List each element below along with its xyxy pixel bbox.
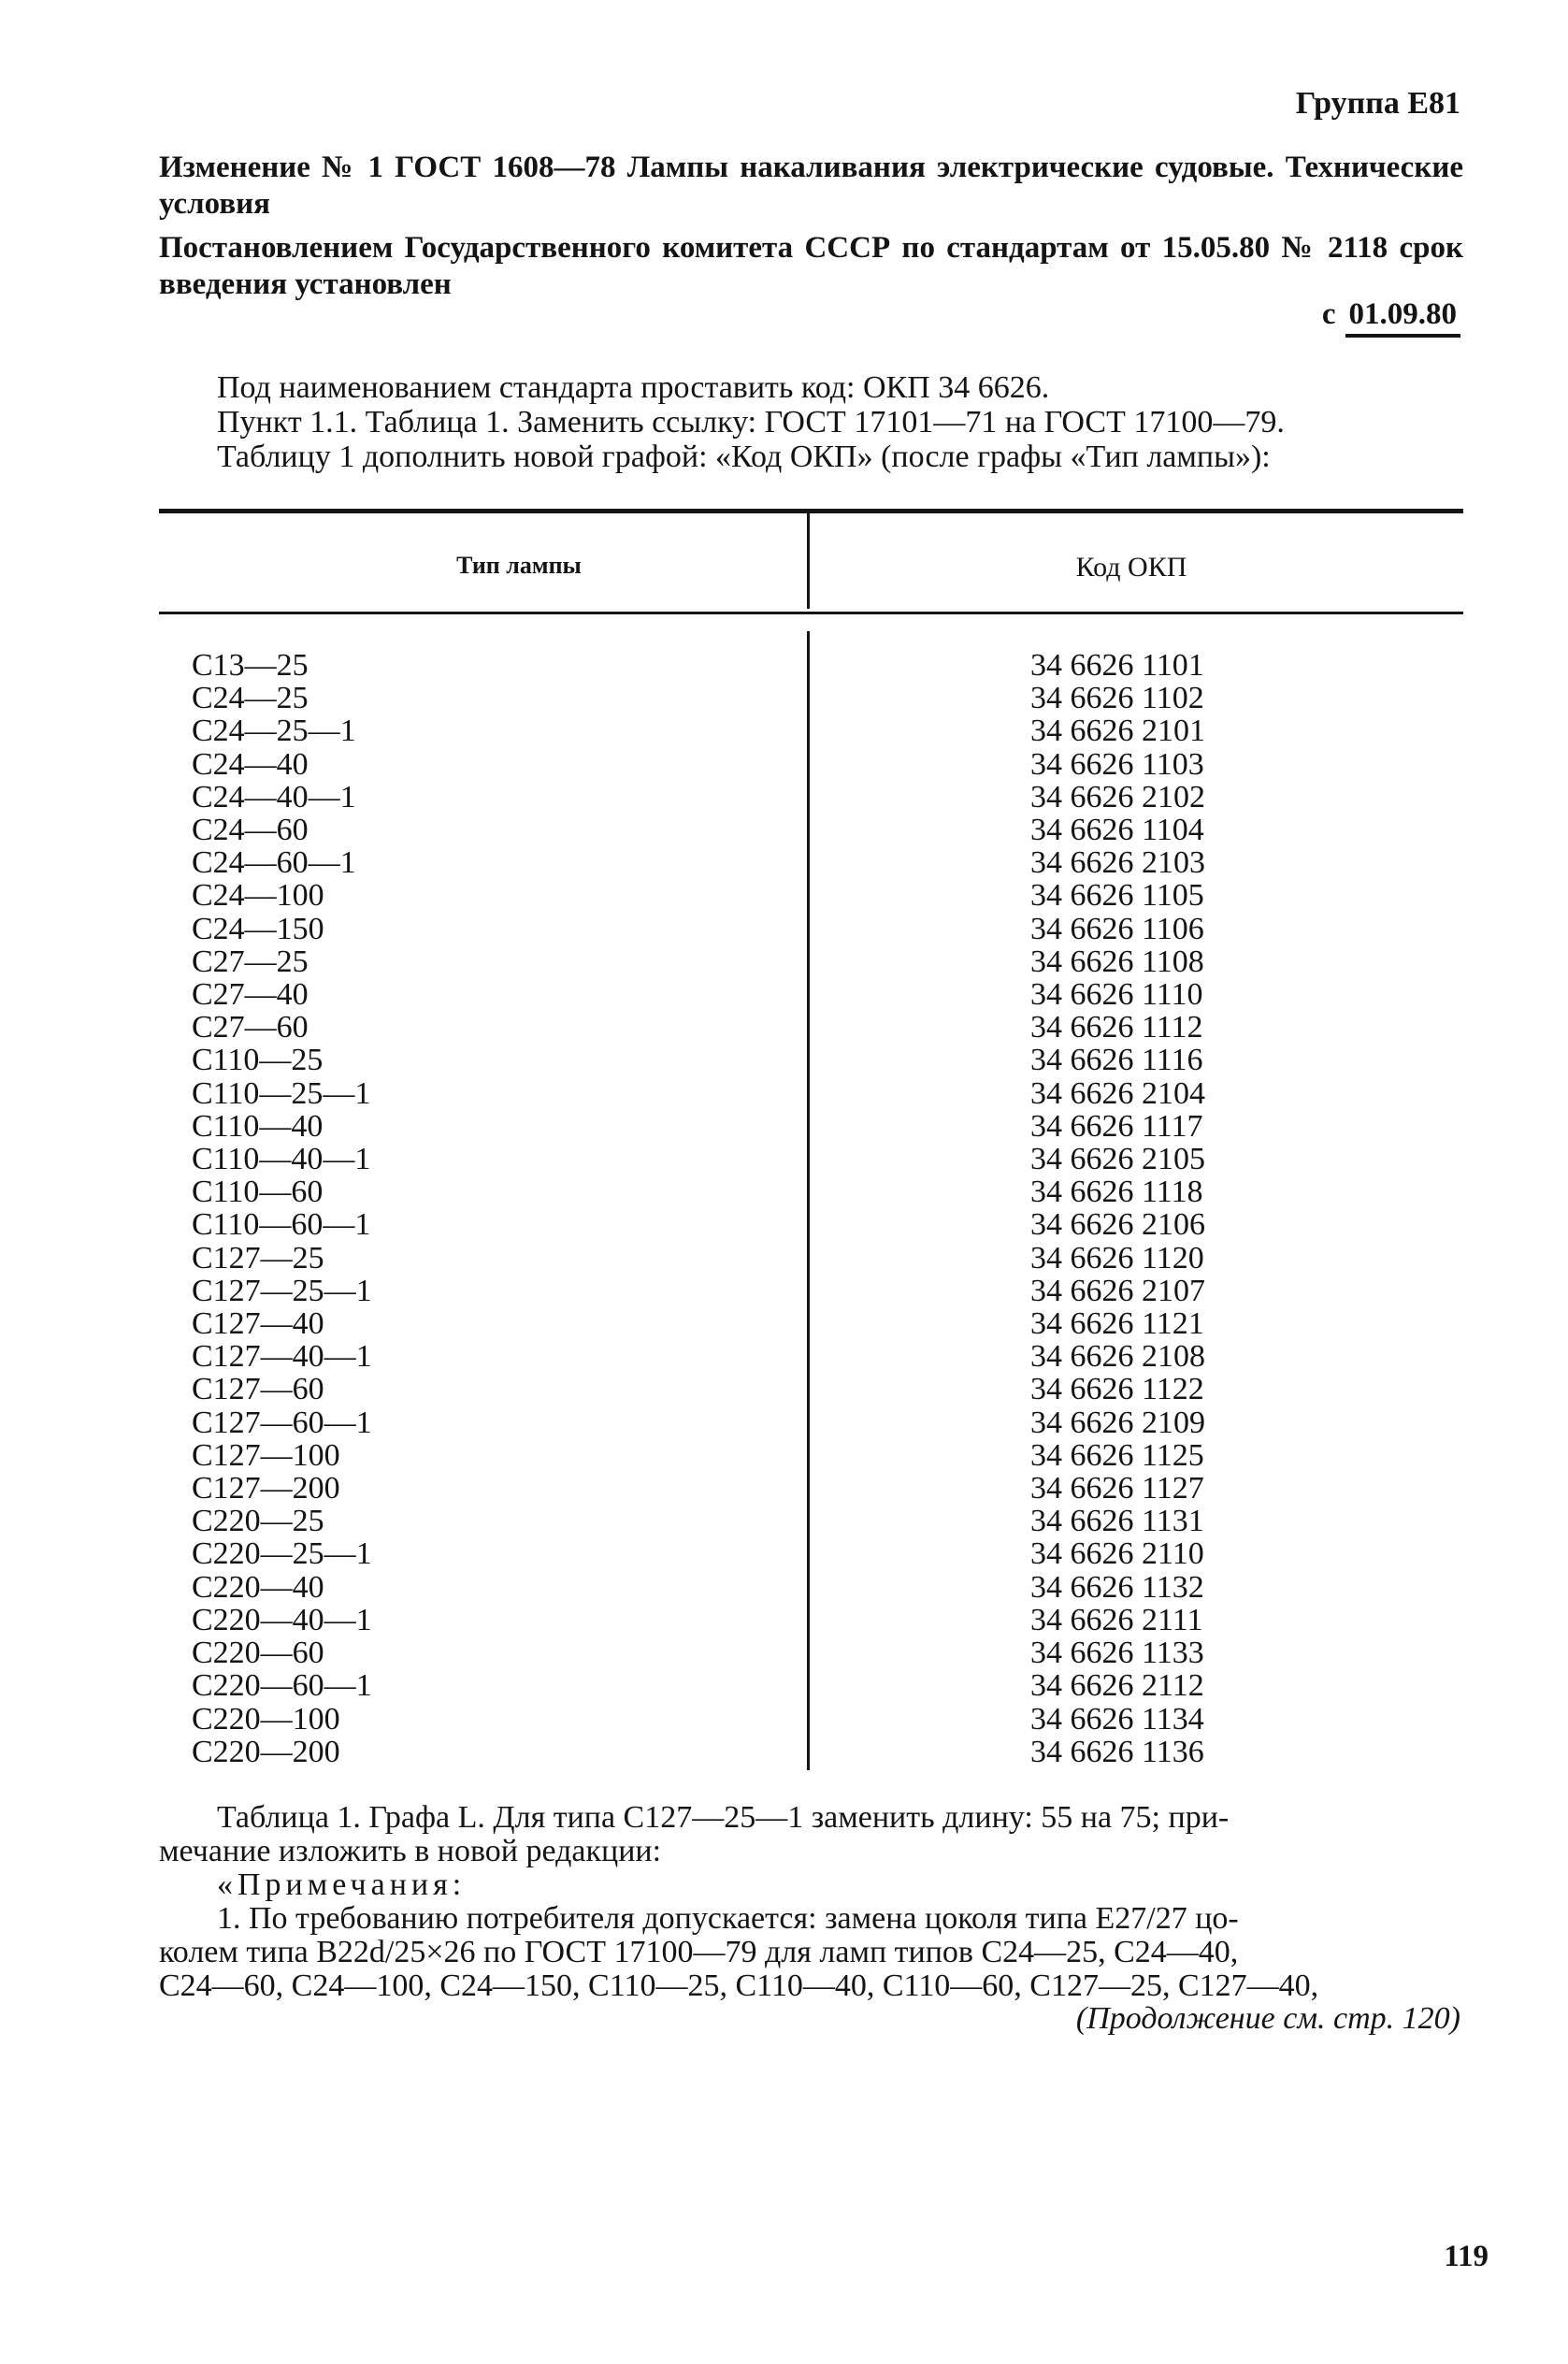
table-cell-lamp-type: С220—25 <box>192 1504 324 1539</box>
table-cell-okp-code: 34 6626 2103 <box>1030 845 1205 881</box>
table-cell-lamp-type: С127—200 <box>192 1471 340 1506</box>
table-cell-okp-code: 34 6626 1132 <box>1030 1569 1204 1605</box>
table-cell-okp-code: 34 6626 1110 <box>1030 977 1203 1013</box>
intro-line-1: Под наименованием стандарта проставить код: ОКП 34 6626. <box>217 370 1050 405</box>
table-cell-okp-code: 34 6626 1117 <box>1030 1108 1203 1144</box>
lamp-type-column <box>192 649 372 1768</box>
table-cell-okp-code: 34 6626 1108 <box>1030 944 1204 979</box>
table-cell-okp-code: 34 6626 2102 <box>1030 779 1205 814</box>
table-cell-lamp-type: С127—60—1 <box>192 1405 372 1440</box>
table-cell-lamp-type: С24—150 <box>192 911 324 946</box>
after-table-line-2: мечание изложить в новой редакции: <box>159 1834 662 1868</box>
table-cell-lamp-type: С27—60 <box>192 1010 309 1045</box>
table-cell-lamp-type: С127—25 <box>192 1240 324 1276</box>
continuation-note: (Продолжение см. стр. 120) <box>1075 2001 1460 2036</box>
table-cell-okp-code: 34 6626 2104 <box>1030 1075 1205 1111</box>
table-cell-okp-code: 34 6626 2107 <box>1030 1273 1205 1308</box>
intro-line-2: Пункт 1.1. Таблица 1. Заменить ссылку: ГОСТ 17101—71 на ГОСТ 17100—79. <box>217 405 1285 440</box>
intro-line-3: Таблицу 1 дополнить новой графой: «Код ОКП» (после графы «Тип лампы»): <box>217 440 1271 474</box>
page-number: 119 <box>1444 2240 1489 2273</box>
header-okp-code: Код ОКП <box>1075 552 1187 583</box>
table-cell-okp-code: 34 6626 1101 <box>1030 648 1204 683</box>
table-cell-okp-code: 34 6626 1121 <box>1030 1306 1204 1342</box>
after-table-line-1: Таблица 1. Графа L. Для типа С127—25—1 заменить длину: 55 на 75; при- <box>217 1800 1230 1835</box>
table-cell-lamp-type: С127—40 <box>192 1306 324 1342</box>
table-cell-lamp-type: С110—60 <box>192 1175 324 1210</box>
table-cell-lamp-type: С27—40 <box>192 977 309 1013</box>
group-label: Группа Е81 <box>1295 86 1460 121</box>
table-cell-okp-code: 34 6626 1133 <box>1030 1636 1204 1671</box>
table-cell-okp-code: 34 6626 1125 <box>1030 1437 1204 1473</box>
table-cell-lamp-type: С220—200 <box>192 1734 340 1769</box>
table-cell-lamp-type: С220—60—1 <box>192 1668 372 1704</box>
note-1-line-3: С24—60, С24—100, С24—150, С110—25, С110—40, С110—60, С127—25, С127—40, <box>159 1968 1319 2003</box>
table-cell-lamp-type: С110—40 <box>192 1108 324 1144</box>
note-1-line-2: колем типа В22d/25×26 по ГОСТ 17100—79 для ламп типов С24—25, С24—40, <box>159 1935 1239 1969</box>
body-divider <box>807 631 810 1770</box>
table-cell-lamp-type: С110—25 <box>192 1043 324 1078</box>
header-divider <box>807 513 810 609</box>
table-cell-okp-code: 34 6626 1104 <box>1030 813 1204 848</box>
table-cell-lamp-type: С127—25—1 <box>192 1273 372 1308</box>
table-cell-lamp-type: С220—40—1 <box>192 1602 372 1637</box>
table-cell-okp-code: 34 6626 1112 <box>1030 1010 1203 1045</box>
table-cell-lamp-type: С24—25 <box>192 681 309 716</box>
table-cell-lamp-type: С24—60 <box>192 813 309 848</box>
okp-code-column <box>1030 649 1205 1768</box>
table-cell-lamp-type: С24—40—1 <box>192 779 356 814</box>
table-cell-lamp-type: С220—100 <box>192 1701 340 1737</box>
table-cell-okp-code: 34 6626 1120 <box>1030 1240 1204 1276</box>
table-header-rule <box>159 612 1463 614</box>
header-lamp-type: Тип лампы <box>456 552 582 579</box>
table-cell-lamp-type: С220—25—1 <box>192 1536 372 1572</box>
date-value: 01.09.80 <box>1345 297 1461 338</box>
table-cell-lamp-type: С24—25—1 <box>192 714 356 749</box>
table-cell-okp-code: 34 6626 1118 <box>1030 1175 1203 1210</box>
table-cell-okp-code: 34 6626 1136 <box>1030 1734 1204 1769</box>
date-prefix: с <box>1321 297 1336 331</box>
table-cell-okp-code: 34 6626 1131 <box>1030 1504 1204 1539</box>
table-cell-lamp-type: С24—60—1 <box>192 845 356 881</box>
table-cell-okp-code: 34 6626 2101 <box>1030 714 1205 749</box>
table-cell-lamp-type: С127—100 <box>192 1437 340 1473</box>
table-cell-lamp-type: С24—40 <box>192 746 309 782</box>
table-cell-okp-code: 34 6626 2111 <box>1030 1602 1203 1637</box>
table-cell-lamp-type: С110—25—1 <box>192 1075 371 1111</box>
table-cell-lamp-type: С127—60 <box>192 1372 324 1407</box>
table-cell-lamp-type: С24—100 <box>192 878 324 914</box>
table-cell-okp-code: 34 6626 2109 <box>1030 1405 1205 1440</box>
table-cell-okp-code: 34 6626 1127 <box>1030 1471 1204 1506</box>
resolution-text: Постановлением Государственного комитета СССР по стандартам от 15.05.80 № 2118 срок введения установлен <box>159 231 1463 301</box>
table-cell-lamp-type: С220—60 <box>192 1636 324 1671</box>
table-cell-okp-code: 34 6626 1105 <box>1030 878 1204 914</box>
table-cell-okp-code: 34 6626 2108 <box>1030 1339 1205 1375</box>
notes-heading: «Примечания: <box>217 1867 467 1902</box>
table-cell-okp-code: 34 6626 2105 <box>1030 1142 1205 1177</box>
table-cell-lamp-type: С110—60—1 <box>192 1207 371 1243</box>
table-top-rule <box>159 509 1463 513</box>
table-cell-lamp-type: С110—40—1 <box>192 1142 371 1177</box>
table-cell-okp-code: 34 6626 1103 <box>1030 746 1204 782</box>
table-cell-okp-code: 34 6626 2110 <box>1030 1536 1204 1572</box>
table-cell-lamp-type: С27—25 <box>192 944 309 979</box>
table-cell-okp-code: 34 6626 1106 <box>1030 911 1204 946</box>
table-cell-lamp-type: С13—25 <box>192 648 309 683</box>
effective-date <box>1322 297 1460 338</box>
table-cell-lamp-type: С220—40 <box>192 1569 324 1605</box>
table-cell-okp-code: 34 6626 1134 <box>1030 1701 1204 1737</box>
table-cell-okp-code: 34 6626 1122 <box>1030 1372 1204 1407</box>
table-cell-okp-code: 34 6626 1102 <box>1030 681 1204 716</box>
table-cell-lamp-type: С127—40—1 <box>192 1339 372 1375</box>
table-cell-okp-code: 34 6626 2112 <box>1030 1668 1204 1704</box>
change-title: Изменение № 1 ГОСТ 1608—78 Лампы накаливания электрические судовые. Технические условия <box>159 151 1463 221</box>
table-cell-okp-code: 34 6626 1116 <box>1030 1043 1203 1078</box>
note-1-line-1: 1. По требованию потребителя допускается: замена цоколя типа Е27/27 цо- <box>217 1901 1239 1936</box>
table-cell-okp-code: 34 6626 2106 <box>1030 1207 1205 1243</box>
